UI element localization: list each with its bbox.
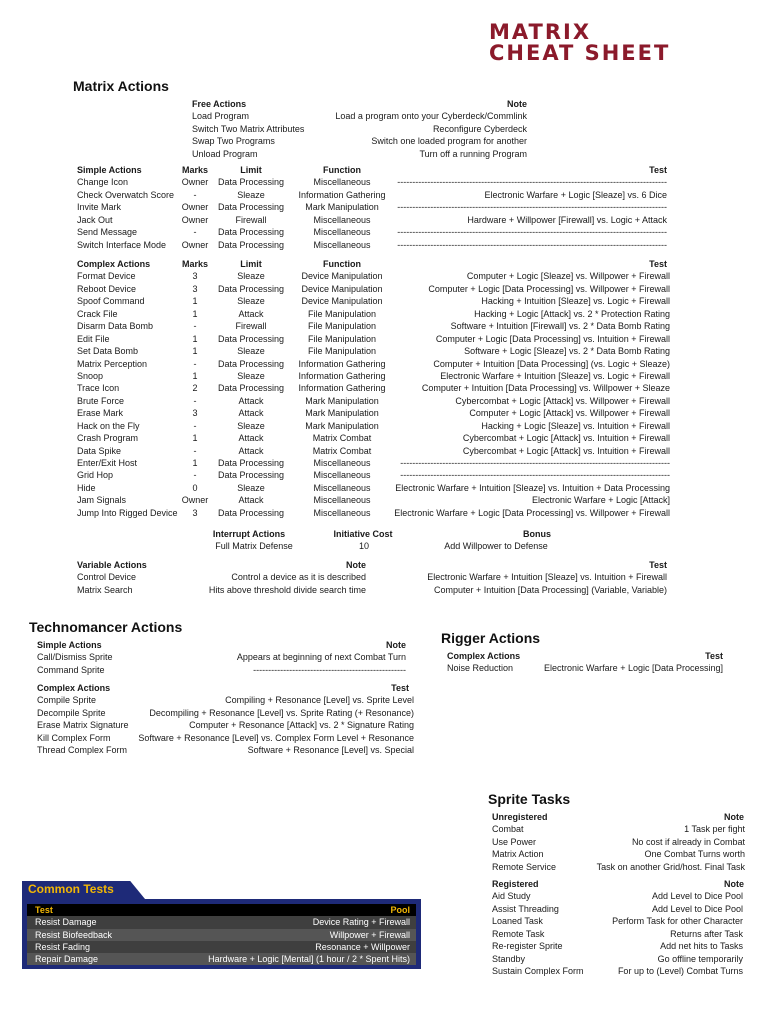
- action-test: Software + Logic [Sleaze] vs. 2 * Data Bomb Rating: [464, 346, 670, 357]
- action-marks: -: [193, 445, 197, 456]
- action-marks: Owner: [181, 177, 209, 188]
- action-function: Miscellaneous: [313, 507, 371, 518]
- action-limit: Attack: [238, 433, 264, 444]
- action-function: Matrix Combat: [312, 433, 372, 444]
- action-name: Jack Out: [77, 214, 113, 225]
- action-name: Thread Complex Form: [37, 745, 128, 756]
- rigger-heading: Rigger Actions: [441, 630, 541, 646]
- action-function: Device Manipulation: [301, 271, 383, 282]
- variable-action-row: [0, 571, 768, 583]
- task-note: Add Level to Dice Pool: [651, 891, 743, 902]
- action-function: Information Gathering: [298, 370, 386, 381]
- action-limit: Sleaze: [237, 296, 265, 307]
- action-name: Disarm Data Bomb: [77, 321, 154, 332]
- action-name: Erase Mark: [77, 408, 124, 419]
- col-test: Test: [649, 560, 667, 570]
- action-name: Trace Icon: [77, 383, 120, 394]
- action-name: Jump Into Rigged Device: [77, 507, 178, 518]
- action-function: Information Gathering: [298, 189, 386, 200]
- task-name: Re-register Sprite: [492, 941, 563, 952]
- complex-action-row: [0, 308, 768, 320]
- technomancer-complex-row: [0, 707, 440, 719]
- complex-actions-header: [0, 258, 768, 270]
- action-marks: -: [193, 227, 197, 238]
- action-name: Snoop: [77, 370, 104, 381]
- action-limit: Data Processing: [217, 383, 285, 394]
- action-test: Hacking + Logic [Sleaze] vs. Intuition + Firewall: [481, 420, 670, 431]
- action-function: Miscellaneous: [313, 177, 371, 188]
- action-name: Set Data Bomb: [77, 346, 139, 357]
- task-name: Remote Service: [492, 861, 557, 872]
- technomancer-complex-table: [0, 682, 440, 757]
- complex-action-row: [0, 507, 768, 519]
- complex-action-row: [0, 407, 768, 419]
- test-name: Resist Fading: [35, 941, 91, 952]
- sprite-unregistered-row: [0, 848, 768, 860]
- common-test-row: [27, 929, 416, 941]
- simple-actions-header: [0, 164, 768, 176]
- col-action: Simple Actions: [37, 640, 102, 650]
- action-marks: 1: [192, 370, 198, 381]
- complex-actions-table: [0, 258, 768, 519]
- action-name: Erase Matrix Signature: [37, 720, 129, 731]
- cheat-sheet-title: [489, 22, 670, 64]
- col-action: Variable Actions: [77, 560, 147, 570]
- action-marks: Owner: [181, 495, 209, 506]
- task-name: Loaned Task: [492, 916, 543, 927]
- col-bonus: Bonus: [523, 529, 551, 539]
- col-action: Complex Actions: [37, 683, 111, 693]
- action-test: Software + Resonance [Level] vs. Special: [247, 745, 414, 756]
- task-note: For up to (Level) Combat Turns: [617, 966, 743, 977]
- action-limit: Sleaze: [237, 189, 265, 200]
- col-note: Note: [724, 812, 744, 822]
- action-function: Miscellaneous: [313, 470, 371, 481]
- action-name: Crack File: [77, 308, 118, 319]
- interrupt-actions-header: [0, 528, 768, 540]
- action-test: Computer + Resonance [Attack] vs. 2 * Signature Rating: [189, 720, 414, 731]
- complex-action-row: [0, 283, 768, 295]
- common-tests-header: [27, 904, 416, 916]
- action-test: Decompiling + Resonance [Level] vs. Sprite Rating (+ Resonance): [149, 707, 414, 718]
- action-marks: Owner: [181, 202, 209, 213]
- action-note: Reconfigure Cyberdeck: [432, 123, 527, 134]
- free-action-row: [0, 123, 768, 135]
- complex-action-row: [0, 320, 768, 332]
- test-pool: Hardware + Logic [Mental] (1 hour / 2 * Spent Hits): [208, 954, 410, 965]
- action-test: Computer + Logic [Data Processing] vs. Intuition + Firewall: [435, 333, 670, 344]
- col-test: Test: [649, 165, 667, 175]
- action-name: Switch Two Matrix Attributes: [192, 123, 305, 134]
- action-function: Mark Manipulation: [305, 420, 379, 431]
- rigger-header: [0, 650, 768, 662]
- complex-action-row: [0, 270, 768, 282]
- col-action: Interrupt Actions: [212, 529, 286, 539]
- action-name: Load Program: [192, 111, 250, 122]
- action-limit: Data Processing: [217, 239, 285, 250]
- action-marks: 1: [192, 296, 198, 307]
- action-limit: Data Processing: [217, 358, 285, 369]
- action-function: Miscellaneous: [313, 495, 371, 506]
- action-limit: Data Processing: [217, 507, 285, 518]
- action-marks: Owner: [181, 214, 209, 225]
- technomancer-heading: Technomancer Actions: [29, 619, 183, 635]
- action-marks: -: [193, 358, 197, 369]
- col-action: Complex Actions: [447, 651, 521, 661]
- action-test: Electronic Warfare + Intuition [Sleaze] vs. Intuition + Firewall: [427, 572, 667, 583]
- simple-actions-table: [0, 164, 768, 251]
- action-name: Command Sprite: [37, 664, 105, 675]
- action-function: Information Gathering: [298, 383, 386, 394]
- action-test: Electronic Warfare + Logic [Data Processing] vs. Willpower + Firewall: [394, 507, 670, 518]
- action-test: Computer + Intuition [Data Processing] (Variable, Variable): [433, 584, 667, 595]
- action-limit: Attack: [238, 308, 264, 319]
- complex-action-row: [0, 295, 768, 307]
- action-marks: -: [193, 420, 197, 431]
- complex-action-row: [0, 345, 768, 357]
- action-name: Noise Reduction: [447, 663, 514, 674]
- task-note: Task on another Grid/host. Final Task: [596, 861, 745, 872]
- action-name: Format Device: [77, 271, 136, 282]
- action-name: Compile Sprite: [37, 695, 97, 706]
- action-function: File Manipulation: [307, 333, 377, 344]
- action-note: Appears at beginning of next Combat Turn: [236, 652, 406, 663]
- action-note: Control a device as it is described: [231, 572, 366, 583]
- variable-action-row: [0, 584, 768, 596]
- action-test: ------------------------------------------------------------------------------------------: [397, 227, 667, 238]
- sprite-unregistered-row: [0, 836, 768, 848]
- test-pool: Device Rating + Firewall: [312, 917, 410, 928]
- free-actions-table: [0, 98, 768, 160]
- action-name: Full Matrix Defense: [215, 541, 293, 552]
- action-name: Decompile Sprite: [37, 707, 106, 718]
- complex-action-row: [0, 358, 768, 370]
- interrupt-actions-table: [0, 528, 768, 553]
- free-actions-col-note: Note: [507, 99, 527, 109]
- action-name: Invite Mark: [77, 202, 122, 213]
- complex-action-row: [0, 333, 768, 345]
- simple-action-row: [0, 214, 768, 226]
- task-note: Go offline temporarily: [657, 953, 743, 964]
- action-test: Software + Intuition [Firewall] vs. 2 * Data Bomb Rating: [450, 321, 670, 332]
- title-line-2: CHEAT SHEET: [489, 41, 671, 65]
- action-function: Mark Manipulation: [305, 408, 379, 419]
- col-action: Simple Actions: [77, 165, 142, 175]
- task-note: One Combat Turns worth: [644, 849, 745, 860]
- complex-action-row: [0, 382, 768, 394]
- task-name: Use Power: [492, 836, 537, 847]
- action-function: Matrix Combat: [312, 445, 372, 456]
- task-note: 1 Task per fight: [684, 824, 745, 835]
- action-name: Data Spike: [77, 445, 122, 456]
- action-test: Hacking + Intuition [Sleaze] vs. Logic + Firewall: [481, 296, 670, 307]
- common-tests-panel: [22, 899, 421, 969]
- complex-action-row: [0, 432, 768, 444]
- action-name: Hack on the Fly: [77, 420, 140, 431]
- col-limit: Limit: [240, 165, 262, 175]
- action-function: Mark Manipulation: [305, 395, 379, 406]
- action-marks: 2: [192, 383, 198, 394]
- action-test: Hardware + Willpower [Firewall] vs. Logic + Attack: [467, 214, 667, 225]
- free-action-row: [0, 148, 768, 160]
- col-note: Note: [346, 560, 366, 570]
- action-test: ------------------------------------------------------------------------------------------: [397, 202, 667, 213]
- test-pool: Resonance + Willpower: [315, 941, 410, 952]
- action-marks: -: [193, 321, 197, 332]
- free-action-row: [0, 135, 768, 147]
- action-limit: Data Processing: [217, 283, 285, 294]
- action-limit: Data Processing: [217, 458, 285, 468]
- col-marks: Marks: [181, 165, 209, 175]
- action-marks: 0: [192, 482, 198, 493]
- common-test-row: [27, 916, 416, 928]
- action-limit: Sleaze: [237, 346, 265, 357]
- action-test: Electronic Warfare + Logic [Sleaze] vs. 6 Dice: [484, 189, 667, 200]
- action-function: Information Gathering: [298, 358, 386, 369]
- task-note: Perform Task for other Character: [612, 916, 743, 927]
- action-name: Check Overwatch Score: [77, 189, 175, 200]
- action-marks: 1: [192, 346, 198, 357]
- action-name: Jam Signals: [77, 495, 127, 506]
- technomancer-complex-row: [0, 744, 440, 756]
- rigger-row: [0, 662, 768, 674]
- free-actions-col-action: Free Actions: [192, 99, 247, 109]
- action-test: Electronic Warfare + Intuition [Sleaze] vs. Logic + Firewall: [440, 370, 670, 381]
- task-name: Matrix Action: [492, 849, 544, 860]
- action-function: Device Manipulation: [301, 296, 383, 307]
- col-pool: Pool: [390, 905, 410, 915]
- task-note: Add net hits to Tasks: [660, 941, 743, 952]
- task-note: Returns after Task: [670, 928, 743, 939]
- action-limit: Data Processing: [217, 177, 285, 188]
- col-function: Function: [323, 259, 361, 269]
- action-name: Call/Dismiss Sprite: [37, 652, 113, 663]
- action-note: ---------------------------------------------------: [253, 664, 406, 675]
- action-name: Swap Two Programs: [192, 136, 275, 147]
- col-initiative-cost: Initiative Cost: [333, 529, 393, 539]
- action-name: Matrix Search: [77, 584, 133, 595]
- action-function: File Manipulation: [307, 321, 377, 332]
- action-limit: Attack: [238, 408, 264, 419]
- action-name: Unload Program: [192, 148, 258, 159]
- task-name: Remote Task: [492, 928, 545, 939]
- simple-action-row: [0, 189, 768, 201]
- action-test: Software + Resonance [Level] vs. Complex Form Level + Resonance: [138, 732, 414, 743]
- action-marks: Owner: [181, 239, 209, 250]
- action-name: Switch Interface Mode: [77, 239, 167, 250]
- action-name: Matrix Perception: [77, 358, 148, 369]
- action-marks: -: [193, 189, 197, 200]
- common-test-row: [27, 953, 416, 965]
- action-limit: Data Processing: [217, 470, 285, 481]
- test-pool: Willpower + Firewall: [329, 929, 410, 940]
- action-name: Reboot Device: [77, 283, 137, 294]
- action-test: Computer + Intuition [Data Processing] (vs. Logic + Sleaze): [433, 358, 670, 369]
- common-tests-table: [27, 904, 416, 965]
- action-function: Miscellaneous: [313, 458, 371, 468]
- action-limit: Firewall: [235, 214, 267, 225]
- action-test: Electronic Warfare + Logic [Attack]: [532, 495, 670, 506]
- action-test: ------------------------------------------------------------------------------------------: [400, 458, 670, 468]
- complex-action-row: [0, 420, 768, 432]
- action-bonus: Add Willpower to Defense: [444, 541, 548, 552]
- action-marks: -: [193, 395, 197, 406]
- action-function: Miscellaneous: [313, 482, 371, 493]
- simple-action-row: [0, 176, 768, 188]
- complex-action-row: [0, 469, 768, 481]
- action-test: Computer + Logic [Sleaze] vs. Willpower + Firewall: [466, 271, 670, 282]
- simple-action-row: [0, 226, 768, 238]
- action-function: Miscellaneous: [313, 227, 371, 238]
- action-name: Brute Force: [77, 395, 125, 406]
- action-test: Electronic Warfare + Intuition [Sleaze] vs. Intuition + Data Processing: [395, 482, 670, 493]
- col-function: Function: [323, 165, 361, 175]
- action-marks: 1: [192, 308, 198, 319]
- action-name: Spoof Command: [77, 296, 145, 307]
- task-name: Assist Threading: [492, 903, 559, 914]
- action-limit: Sleaze: [237, 271, 265, 282]
- col-note: Note: [386, 640, 406, 650]
- action-function: Miscellaneous: [313, 214, 371, 225]
- action-function: Mark Manipulation: [305, 202, 379, 213]
- free-actions-header: [0, 98, 768, 110]
- col-task: Registered: [492, 879, 539, 889]
- action-function: Miscellaneous: [313, 239, 371, 250]
- action-test: ------------------------------------------------------------------------------------------: [397, 239, 667, 250]
- action-name: Change Icon: [77, 177, 129, 188]
- action-test: Electronic Warfare + Logic [Data Processing]: [544, 663, 723, 674]
- rigger-table: [0, 650, 768, 675]
- action-note: Switch one loaded program for another: [371, 136, 527, 147]
- common-tests-heading: Common Tests: [28, 882, 114, 896]
- action-limit: Sleaze: [237, 420, 265, 431]
- task-note: No cost if already in Combat: [631, 836, 745, 847]
- action-marks: 3: [192, 507, 198, 518]
- action-test: Cybercombat + Logic [Attack] vs. Intuition + Firewall: [462, 433, 670, 444]
- sprite-tasks-heading: Sprite Tasks: [488, 791, 571, 807]
- action-marks: 1: [192, 333, 198, 344]
- action-marks: -: [193, 470, 197, 481]
- action-name: Grid Hop: [77, 470, 114, 481]
- technomancer-complex-row: [0, 694, 440, 706]
- action-note: Load a program onto your Cyberdeck/Commlink: [335, 111, 527, 122]
- action-test: Computer + Logic [Data Processing] vs. Willpower + Firewall: [428, 283, 670, 294]
- col-note: Note: [724, 879, 744, 889]
- action-limit: Firewall: [235, 321, 267, 332]
- action-name: Kill Complex Form: [37, 732, 111, 743]
- matrix-actions-heading: Matrix Actions: [73, 78, 169, 94]
- common-test-row: [27, 941, 416, 953]
- action-function: File Manipulation: [307, 308, 377, 319]
- sprite-unregistered-table: [0, 811, 768, 873]
- complex-action-row: [0, 370, 768, 382]
- sprite-unregistered-header: [0, 811, 768, 823]
- action-marks: 3: [192, 283, 198, 294]
- action-test: Cybercombat + Logic [Attack] vs. Willpower + Firewall: [455, 395, 670, 406]
- complex-action-row: [0, 482, 768, 494]
- action-limit: Attack: [238, 495, 264, 506]
- simple-action-row: [0, 239, 768, 251]
- sprite-unregistered-row: [0, 861, 768, 873]
- action-function: Device Manipulation: [301, 283, 383, 294]
- action-limit: Data Processing: [217, 227, 285, 238]
- variable-actions-table: [0, 559, 768, 596]
- action-test: Hacking + Logic [Attack] vs. 2 * Protection Rating: [474, 308, 670, 319]
- action-limit: Sleaze: [237, 482, 265, 493]
- col-test: Test: [705, 651, 723, 661]
- test-name: Resist Biofeedback: [35, 929, 113, 940]
- action-test: ------------------------------------------------------------------------------------------: [400, 470, 670, 481]
- action-limit: Sleaze: [237, 370, 265, 381]
- action-marks: 1: [192, 433, 198, 444]
- col-test: Test: [35, 905, 53, 915]
- action-initiative-cost: 10: [358, 541, 370, 552]
- complex-action-row: [0, 494, 768, 506]
- action-marks: 1: [192, 458, 198, 468]
- action-note: Hits above threshold divide search time: [208, 584, 366, 595]
- action-marks: 3: [192, 271, 198, 282]
- action-name: Enter/Exit Host: [77, 458, 138, 468]
- col-test: Test: [649, 259, 667, 269]
- title-line-1: MATRIX: [489, 20, 592, 44]
- test-name: Resist Damage: [35, 917, 97, 928]
- free-action-row: [0, 110, 768, 122]
- variable-actions-header: [0, 559, 768, 571]
- action-name: Hide: [77, 482, 96, 493]
- action-name: Send Message: [77, 227, 138, 238]
- technomancer-complex-header: [0, 682, 440, 694]
- action-note: Turn off a running Program: [419, 148, 527, 159]
- action-name: Control Device: [77, 572, 137, 583]
- task-name: Standby: [492, 953, 526, 964]
- interrupt-action-row: [0, 540, 768, 552]
- technomancer-complex-row: [0, 732, 440, 744]
- action-name: Edit File: [77, 333, 110, 344]
- simple-action-row: [0, 201, 768, 213]
- action-function: File Manipulation: [307, 346, 377, 357]
- test-name: Repair Damage: [35, 954, 99, 965]
- complex-action-row: [0, 457, 768, 469]
- action-limit: Attack: [238, 395, 264, 406]
- action-test: Cybercombat + Logic [Attack] vs. Intuition + Firewall: [462, 445, 670, 456]
- col-action: Complex Actions: [77, 259, 151, 269]
- complex-action-row: [0, 395, 768, 407]
- col-marks: Marks: [181, 259, 209, 269]
- action-name: Crash Program: [77, 433, 139, 444]
- action-marks: 3: [192, 408, 198, 419]
- col-limit: Limit: [240, 259, 262, 269]
- task-name: Sustain Complex Form: [492, 966, 584, 977]
- technomancer-complex-row: [0, 719, 440, 731]
- col-test: Test: [391, 683, 409, 693]
- action-test: Computer + Intuition [Data Processing] vs. Willpower + Sleaze: [421, 383, 670, 394]
- action-test: ------------------------------------------------------------------------------------------: [397, 177, 667, 188]
- task-name: Aid Study: [492, 891, 531, 902]
- complex-action-row: [0, 445, 768, 457]
- action-limit: Data Processing: [217, 333, 285, 344]
- action-limit: Data Processing: [217, 202, 285, 213]
- action-test: Compiling + Resonance [Level] vs. Sprite Level: [225, 695, 414, 706]
- action-test: Computer + Logic [Attack] vs. Willpower + Firewall: [469, 408, 670, 419]
- col-task: Unregistered: [492, 812, 548, 822]
- sprite-unregistered-row: [0, 823, 768, 835]
- action-limit: Attack: [238, 445, 264, 456]
- task-name: Combat: [492, 824, 524, 835]
- task-note: Add Level to Dice Pool: [651, 903, 743, 914]
